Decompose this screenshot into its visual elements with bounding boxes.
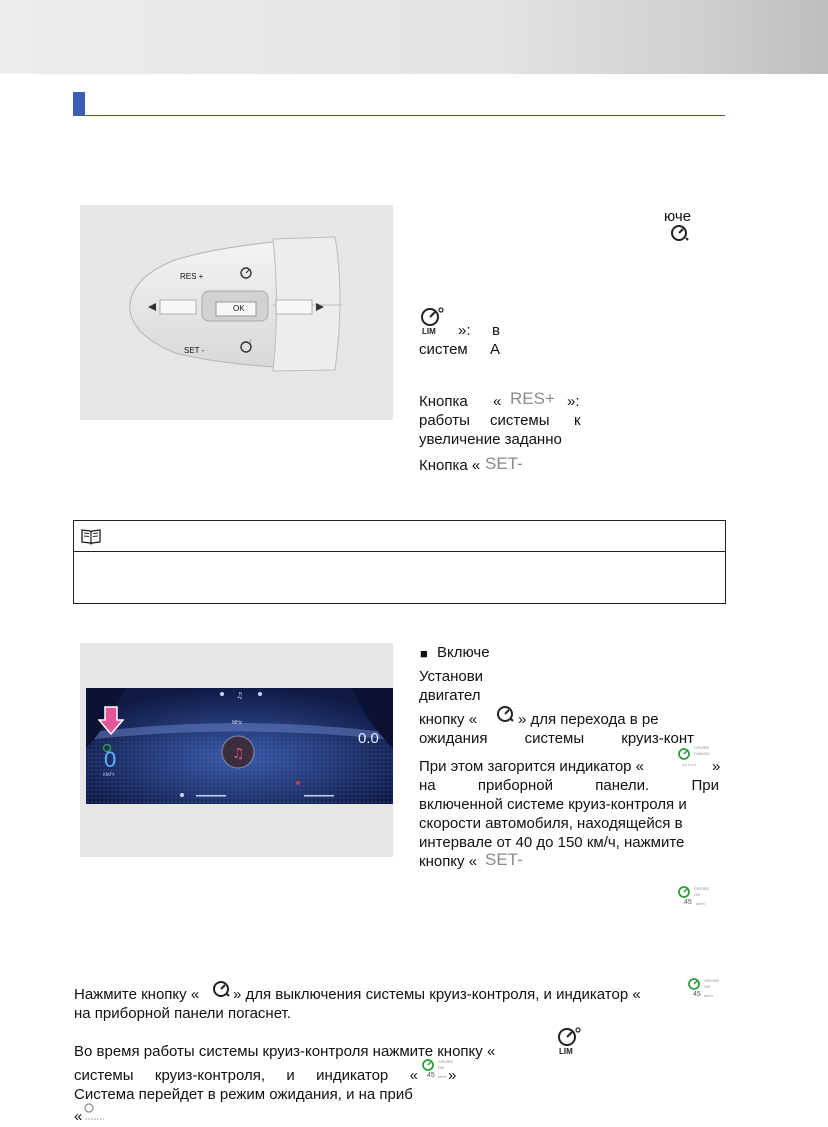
r2-line5b: » xyxy=(712,758,721,775)
p1-a: Нажмите кнопку « xyxy=(74,986,200,1003)
r2-line8: скорости автомобиля, находящейся в xyxy=(419,815,683,832)
res-plus-word: RES+ xyxy=(510,389,555,408)
r2-line1: Установи xyxy=(419,668,484,685)
p2-b-w1: системы xyxy=(74,1067,134,1084)
p1-c: на приборной панели погаснет. xyxy=(74,1005,291,1022)
p2-e: « xyxy=(74,1108,83,1125)
set-prefix: Кнопка « xyxy=(419,457,481,474)
steering-buttons-figure xyxy=(80,205,393,420)
pink-down-arrow-icon xyxy=(98,706,124,741)
cruise-icon-p1 xyxy=(210,978,232,1005)
p2-b-w4: индикатор xyxy=(316,1067,389,1084)
ind-on-l2: ON xyxy=(694,892,700,897)
r2-line4-w1: ожидания xyxy=(419,730,488,747)
rabota-3: к xyxy=(574,412,581,429)
svg-text:LIM: LIM xyxy=(559,1047,573,1056)
section-rule xyxy=(85,115,725,116)
p1-ind-unit: km/h xyxy=(704,993,713,998)
r2-line10a: кнопку « xyxy=(419,853,478,870)
ind-on-unit: km/h xyxy=(696,901,705,906)
section-marker xyxy=(73,92,85,116)
lim-icon-p2 xyxy=(556,1026,582,1061)
r2-line6-w3: панели. xyxy=(595,777,650,794)
speed-unit: км/ч xyxy=(103,772,115,778)
note-box xyxy=(73,520,726,604)
p1-b: » для выключения системы круиз-контроля, и индикатор « xyxy=(233,986,641,1003)
r2-line6 xyxy=(419,776,719,795)
p2-d: Система перейдет в режим ожидания, и на приб xyxy=(74,1086,413,1103)
res-knopka: Кнопка xyxy=(419,393,468,410)
instrument-cluster xyxy=(86,688,393,804)
r2-line9: интервале от 40 до 150 км/ч, нажмите xyxy=(419,834,685,851)
lim-desc-a: »: xyxy=(458,322,471,339)
band-label: MHz xyxy=(232,720,243,726)
r2-line10b: SET- xyxy=(485,850,523,869)
p1-ind-l2: ON xyxy=(704,984,710,989)
speed-right: 0.0 xyxy=(358,730,379,747)
ind-on-l1: CRUISE xyxy=(694,886,710,891)
lim-desc-b: в xyxy=(492,322,500,339)
p2-b-w2: круиз-контроля, xyxy=(154,1067,266,1084)
svg-text:LIM: LIM xyxy=(422,327,436,336)
bullet-title: Включе xyxy=(437,644,490,661)
ind-cancel-l1: CRUISE xyxy=(694,745,710,750)
p1-ind-l1: CRUISE xyxy=(704,978,720,983)
res-quote-close: »: xyxy=(567,393,580,410)
lim-icon xyxy=(419,306,445,341)
r2-line4-w3: круиз-конт xyxy=(621,730,694,747)
page-header-band xyxy=(0,0,828,74)
r2-line7: включенной системе круиз-контроля и xyxy=(419,796,687,813)
speed-left: 0 xyxy=(104,747,117,772)
cruise-cancel-indicator-p2 xyxy=(82,1102,110,1127)
rabota-1: работы xyxy=(419,412,470,429)
bullet-square-icon: ■ xyxy=(420,646,428,661)
book-icon xyxy=(80,527,102,550)
r2-line5a: При этом загорится индикатор « xyxy=(419,758,645,775)
cruise-icon-inline xyxy=(494,703,516,730)
p2-b xyxy=(74,1066,418,1085)
res-quote-open: « xyxy=(493,393,502,410)
uvelichenie-line: увеличение заданно xyxy=(419,431,562,448)
svg-text:♫: ♫ xyxy=(232,746,245,762)
r2-line6-w1: на xyxy=(419,777,436,794)
cluster-illustration xyxy=(86,688,393,804)
sistem-letter: А xyxy=(490,341,501,358)
r2-line4-w2: системы xyxy=(524,730,585,747)
set-word: SET- xyxy=(485,454,523,473)
r2-line6-w4: При xyxy=(691,777,719,794)
r2-line3b: » для перехода в ре xyxy=(518,711,659,728)
note-header xyxy=(74,521,725,552)
p2-ind-unit: km/h xyxy=(438,1074,447,1079)
p1-ind-speed: 45 xyxy=(693,991,701,998)
svg-text:♫: ♫ xyxy=(236,691,244,700)
p2-ind-l2: ON xyxy=(438,1065,444,1070)
p2-a: Во время работы системы круиз-контроля нажмите кнопку « xyxy=(74,1043,496,1060)
sistem-word: систем xyxy=(419,341,468,358)
ok-label: OK xyxy=(233,304,245,313)
p2-b-w5: « xyxy=(409,1067,418,1084)
svg-text:↑: ↑ xyxy=(249,339,252,345)
p2-ind-l1: CRUISE xyxy=(438,1059,454,1064)
p2-b-w3: и xyxy=(286,1067,295,1084)
set-minus-label: SET - xyxy=(184,346,205,355)
rabota-2: системы xyxy=(490,412,550,429)
cruise-icon xyxy=(668,222,690,247)
ind-on-speed: 45 xyxy=(684,899,692,906)
r2-line4 xyxy=(419,729,694,748)
res-plus-label: RES + xyxy=(180,272,204,281)
p2-c: » xyxy=(448,1067,457,1084)
r2-line2: двигател xyxy=(419,687,481,704)
ind-cancel-l2: CANCEL xyxy=(694,751,711,756)
r2-line3a: кнопку « xyxy=(419,711,478,728)
p2-ind-speed: 45 xyxy=(427,1072,435,1079)
text-fragment-top: юче xyxy=(664,208,692,225)
r2-line6-w2: приборной xyxy=(477,777,554,794)
